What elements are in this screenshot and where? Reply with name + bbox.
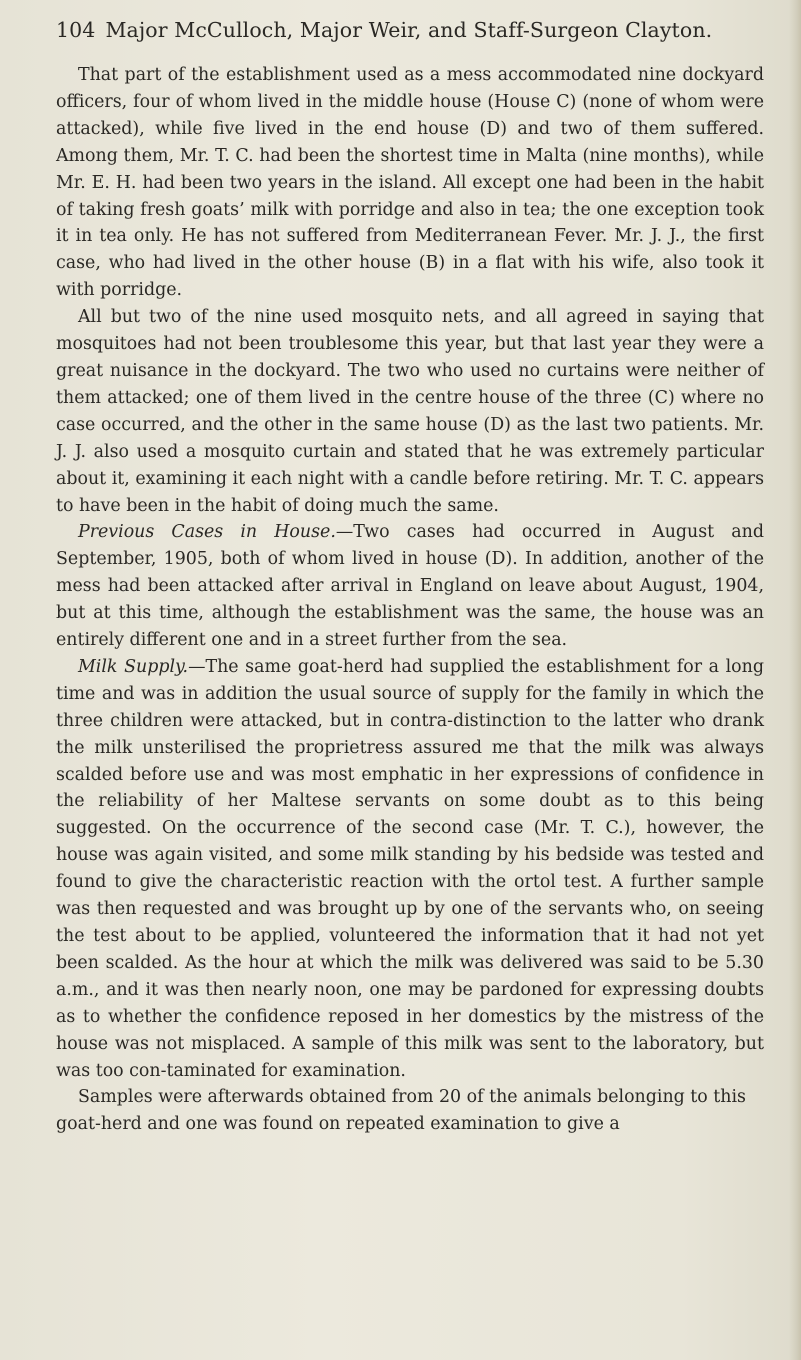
section-heading: Previous Cases in House. — [78, 522, 336, 543]
paragraph-samples — [56, 1084, 764, 1138]
paragraph-previous-cases — [56, 519, 764, 654]
paragraph-mess-accommodation — [56, 62, 764, 304]
page-edge — [789, 0, 801, 1360]
page-body — [56, 62, 764, 1138]
page-number: 104 — [56, 18, 96, 42]
section-heading: Milk Supply. — [78, 656, 189, 677]
paragraph-mosquito-nets — [56, 304, 764, 519]
paragraph-milk-supply — [56, 654, 764, 1085]
paragraph-text: —The same goat-herd had supplied the establishment for a long time and was in addition the usual source of supply for the family in which the three children were attacked, but in contra-distinction to the latter who drank the milk unsterilised the proprietress assured me that the milk was always scalded before use and was most emphatic in her expressions of confidence in the reliability of her Maltese servants on some doubt as to this being suggested. On the occurrence of the second case (Mr. T. C.), however, the house was again visited, and some milk standing by his bedside was tested and found to give the characteristic reaction with the ortol test. A further sample was then requested and was brought up by one of the servants who, on seeing the test about to be applied, volunteered the information that it had not yet been scalded. As the hour at which the milk was delivered was said to be 5.30 a.m., and it was then nearly noon, one may be pardoned for expressing doubts as to whether the confidence reposed in her domestics by the mistress of the house was not misplaced. A sample of this milk was sent to the laboratory, but was too con-taminated for examination. — [56, 656, 764, 1081]
paragraph-text: That part of the establishment used as a mess accommodated nine dockyard officers, four of whom lived in the middle house (House C) (none of whom were attacked), while five lived in the end house (D) and two of them suffered. Among them, Mr. T. C. had been the shortest time in Malta (nine months), while Mr. E. H. had been two years in the island. All except one had been in the habit of taking fresh goats’ milk with porridge and also in tea; the one exception took it in tea only. He has not suffered from Mediterranean Fever. Mr. J. J., the first case, who had lived in the other house (B) in a flat with his wife, also took it with porridge. — [56, 65, 764, 301]
paragraph-text: —Two cases had occurred in August and September, 1905, both of whom lived in house (D). In addition, another of the mess had been attacked after arrival in England on leave about August, 1904, but at this time, although the establishment was the same, the house was an entirely different one and in a street further from the sea. — [56, 522, 765, 651]
running-title: Major McCulloch, Major Weir, and Staff-Surgeon Clayton. — [105, 18, 713, 42]
paragraph-text: All but two of the nine used mosquito nets, and all agreed in saying that mosquitoes had not been troublesome this year, but that last year they were a great nuisance in the dockyard. The two who used no curtains were neither of them attacked; one of them lived in the centre house of the three (C) where no case occurred, and the other in the same house (D) as the last two patients. Mr. J. J. also used a mosquito curtain and stated that he was extremely particular about it, examining it each night with a candle before retiring. Mr. T. C. appears to have been in the habit of doing much the same. — [56, 307, 764, 516]
paragraph-text: Samples were afterwards obtained from 20 of the animals belonging to this goat-herd and one was found on repeated examination to give a — [56, 1087, 746, 1135]
running-header — [56, 18, 756, 42]
